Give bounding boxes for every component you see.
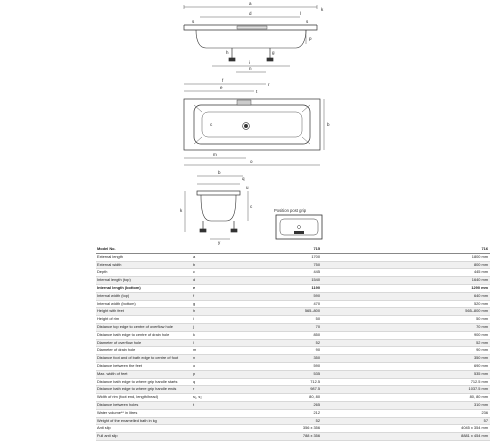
- spec-row-value-716: 800 mm: [326, 261, 490, 269]
- spec-header-715: 715: [282, 246, 326, 253]
- spec-table-body: [96, 246, 490, 440]
- spec-row-label: Internal length (bottom): [96, 284, 192, 292]
- spec-row-label: Anti slip: [96, 425, 192, 433]
- spec-row-symbol: [192, 417, 282, 425]
- side-label-s2: s: [306, 19, 309, 24]
- table-row: [96, 378, 490, 386]
- spec-row-value-716: 445 mm: [326, 269, 490, 277]
- position-post-grip-title: Position post grip: [274, 208, 307, 213]
- spec-row-symbol: f: [192, 292, 282, 300]
- spec-row-label: Distance bath edge to where grip handle ends: [96, 386, 192, 394]
- position-post-grip-drawing: [274, 213, 332, 245]
- spec-row-value-715: 265: [282, 401, 326, 409]
- spec-row-value-716: 1640 mm: [326, 277, 490, 285]
- spec-row-value-715: 356 x 356: [282, 425, 326, 433]
- spec-row-value-715: 50: [282, 316, 326, 324]
- table-row: [96, 339, 490, 347]
- table-row: [96, 401, 490, 409]
- top-label-t: t: [256, 89, 258, 94]
- spec-row-symbol: [192, 425, 282, 433]
- spec-header-716: 716: [326, 246, 490, 253]
- spec-row-value-715: 590: [282, 292, 326, 300]
- front-label-q: q: [242, 176, 245, 181]
- spec-row-label: Depth: [96, 269, 192, 277]
- spec-row-value-716: 80, 80 mm: [326, 394, 490, 402]
- front-label-u: u: [246, 185, 249, 190]
- spec-row-value-716: 712.5 mm: [326, 378, 490, 386]
- spec-row-value-716: 57: [326, 417, 490, 425]
- table-row: [96, 308, 490, 316]
- spec-row-value-716: 52 mm: [326, 339, 490, 347]
- table-row: [96, 292, 490, 300]
- spec-row-symbol: b: [192, 261, 282, 269]
- spec-row-symbol: h: [192, 308, 282, 316]
- table-row: [96, 362, 490, 370]
- spec-row-symbol: i: [192, 316, 282, 324]
- top-label-b: b: [327, 122, 330, 127]
- front-view-drawing: [185, 176, 248, 239]
- spec-row-value-715: 565–800: [282, 308, 326, 316]
- spec-row-value-716: 565–800 mm: [326, 308, 490, 316]
- spec-row-label: Diameter of overflow hole: [96, 339, 192, 347]
- spec-row-label: External length: [96, 253, 192, 261]
- spec-row-value-715: 1540: [282, 277, 326, 285]
- spec-row-symbol: d: [192, 277, 282, 285]
- table-row: [96, 323, 490, 331]
- spec-row-value-716: 690 mm: [326, 362, 490, 370]
- spec-row-symbol: m: [192, 347, 282, 355]
- spec-row-value-715: 850: [282, 331, 326, 339]
- table-row: [96, 386, 490, 394]
- side-label-g: g: [272, 50, 275, 55]
- spec-row-symbol: n: [192, 355, 282, 363]
- spec-row-label: Distance between holes: [96, 401, 192, 409]
- top-label-r: r: [268, 82, 270, 87]
- table-row: [96, 347, 490, 355]
- spec-row-label: Height with feet: [96, 308, 192, 316]
- top-label-o: o: [250, 159, 253, 164]
- spec-row-label: Distance bath edge to where grip handle starts: [96, 378, 192, 386]
- table-row: [96, 300, 490, 308]
- spec-row-value-716: 1037.5 mm: [326, 386, 490, 394]
- spec-row-value-716: 350 mm: [326, 355, 490, 363]
- spec-row-label: Internal width (bottom): [96, 300, 192, 308]
- table-row: [96, 425, 490, 433]
- table-row: [96, 269, 490, 277]
- table-row: [96, 409, 490, 417]
- side-label-a: a: [249, 1, 252, 6]
- table-row: [96, 417, 490, 425]
- spec-row-value-715: 1190: [282, 284, 326, 292]
- spec-row-value-715: 987.5: [282, 386, 326, 394]
- side-label-s1: s: [192, 19, 195, 24]
- spec-row-value-716: 4045 x 354 mm: [326, 425, 490, 433]
- top-label-c: c: [210, 122, 213, 127]
- spec-row-label: Weight of the enamelled bath in kg: [96, 417, 192, 425]
- spec-row-symbol: [192, 409, 282, 417]
- spec-row-value-716: 1800 mm: [326, 253, 490, 261]
- spec-row-value-716: 1290 mm: [326, 284, 490, 292]
- table-row: [96, 316, 490, 324]
- spec-row-label: Distance foot and of bath edge to centre of foot: [96, 355, 192, 363]
- spec-row-label: Internal width (top): [96, 292, 192, 300]
- front-label-y: y: [218, 240, 221, 245]
- spec-row-label: Full anti slip: [96, 433, 192, 441]
- spec-row-label: Max. width of feet: [96, 370, 192, 378]
- position-post-grip: [274, 208, 332, 244]
- spec-row-value-716: 900 mm: [326, 331, 490, 339]
- spec-row-value-715: 470: [282, 300, 326, 308]
- spec-header-symbol: [192, 246, 282, 253]
- table-row: [96, 355, 490, 363]
- spec-header-model: Model No.: [96, 246, 192, 253]
- side-label-p: p: [309, 36, 312, 41]
- spec-row-symbol: s₁, s₂: [192, 394, 282, 402]
- spec-row-symbol: o: [192, 362, 282, 370]
- spec-row-value-715: 52: [282, 339, 326, 347]
- top-label-e: e: [220, 85, 223, 90]
- spec-row-symbol: r: [192, 386, 282, 394]
- spec-row-value-716: 310 mm: [326, 401, 490, 409]
- spec-row-value-715: 535: [282, 370, 326, 378]
- spec-row-label: Diameter of drain hole: [96, 347, 192, 355]
- table-row: [96, 370, 490, 378]
- spec-row-symbol: e: [192, 284, 282, 292]
- spec-row-label: External width: [96, 261, 192, 269]
- spec-row-value-715: 750: [282, 261, 326, 269]
- spec-row-value-715: 590: [282, 362, 326, 370]
- front-label-k: k: [180, 208, 183, 213]
- spec-row-value-716: 70 mm: [326, 323, 490, 331]
- table-row: [96, 284, 490, 292]
- table-row: [96, 253, 490, 261]
- spec-row-value-715: 788 x 356: [282, 433, 326, 441]
- spec-row-label: Distance between the feet: [96, 362, 192, 370]
- table-row: [96, 433, 490, 441]
- spec-row-value-716: 520 mm: [326, 300, 490, 308]
- spec-row-label: Distance top edge to centre of overflow hole: [96, 323, 192, 331]
- spec-row-value-715: 80, 80: [282, 394, 326, 402]
- front-label-c: c: [250, 204, 253, 209]
- side-label-k: k: [321, 7, 324, 12]
- spec-row-value-715: 1700: [282, 253, 326, 261]
- spec-row-symbol: g: [192, 300, 282, 308]
- spec-row-value-715: 212: [282, 409, 326, 417]
- table-row: [96, 277, 490, 285]
- side-label-h: h: [226, 50, 229, 55]
- spec-header-row: [96, 246, 490, 253]
- spec-row-symbol: k: [192, 331, 282, 339]
- spec-row-value-715: 445: [282, 269, 326, 277]
- spec-row-value-715: 70: [282, 323, 326, 331]
- spec-row-value-715: 52: [282, 417, 326, 425]
- side-label-l: l: [300, 11, 301, 16]
- spec-row-symbol: q: [192, 378, 282, 386]
- top-label-f: f: [222, 78, 224, 83]
- spec-row-label: Height of rim: [96, 316, 192, 324]
- spec-row-symbol: [192, 433, 282, 441]
- front-label-b: b: [218, 170, 221, 175]
- table-row: [96, 261, 490, 269]
- table-row: [96, 331, 490, 339]
- spec-row-value-716: 50 mm: [326, 316, 490, 324]
- spec-row-value-716: 640 mm: [326, 292, 490, 300]
- top-label-m: m: [213, 152, 217, 157]
- spec-row-symbol: t: [192, 401, 282, 409]
- spec-row-label: Width of rim (foot end, length/head): [96, 394, 192, 402]
- side-label-d: d: [249, 11, 252, 16]
- spec-row-value-716: 90 mm: [326, 347, 490, 355]
- side-label-n: n: [249, 66, 252, 71]
- top-view-drawing: [184, 84, 324, 165]
- spec-row-value-716: 8881 x 454 mm: [326, 433, 490, 441]
- spec-row-value-715: 350: [282, 355, 326, 363]
- spec-row-symbol: c: [192, 269, 282, 277]
- spec-row-label: Internal length (top): [96, 277, 192, 285]
- spec-row-label: Water volume** in litres: [96, 409, 192, 417]
- spec-row-symbol: l: [192, 339, 282, 347]
- spec-row-value-716: 535 mm: [326, 370, 490, 378]
- spec-row-symbol: p: [192, 370, 282, 378]
- spec-row-symbol: a: [192, 253, 282, 261]
- specification-table: [96, 246, 490, 441]
- spec-row-value-716: 236: [326, 409, 490, 417]
- spec-row-symbol: j: [192, 323, 282, 331]
- table-row: [96, 394, 490, 402]
- spec-row-value-715: 712.5: [282, 378, 326, 386]
- spec-row-label: Distance bath edge to centre of drain hole: [96, 331, 192, 339]
- spec-row-value-715: 90: [282, 347, 326, 355]
- side-label-i: i: [249, 60, 250, 65]
